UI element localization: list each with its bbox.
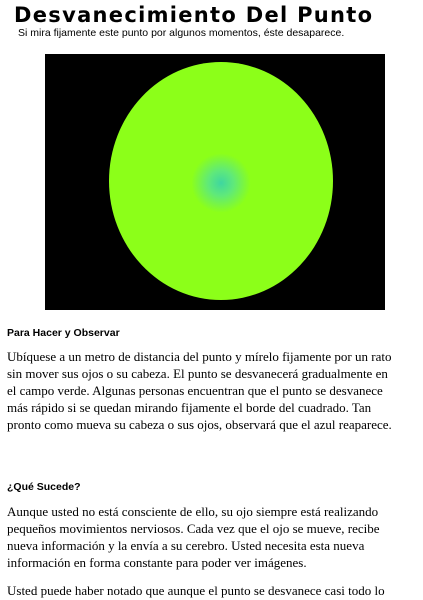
page-title: Desvanecimiento Del Punto: [14, 3, 374, 27]
text-line: Aunque usted no está consciente de ello, su ojo siempre está realizando: [7, 504, 379, 519]
section-body-para-hacer: [7, 348, 422, 433]
text-line: nueva información y la envía a su cerebro. Usted necesita esta nueva: [7, 538, 365, 553]
text-line: pequeños movimientos nerviosos. Cada vez que el ojo se mueve, recibe: [7, 521, 380, 536]
text-line: sin mover sus ojos o su cabeza. El punto se desvanecerá gradualmente en: [7, 366, 388, 381]
text-line: Usted puede haber notado que aunque el punto se desvanece casi todo lo: [7, 583, 385, 598]
green-circle: [109, 62, 333, 300]
text-line: Ubíquese a un metro de distancia del punto y mírelo fijamente por un rato: [7, 349, 392, 364]
blue-dot: [191, 153, 251, 213]
page-subtitle: Si mira fijamente este punto por algunos momentos, éste desaparece.: [18, 27, 345, 39]
section-body-que-sucede-2: [7, 582, 422, 599]
text-line: pronto como mueva su cabeza o sus ojos, observará que el azul reaparece.: [7, 417, 392, 432]
section-heading-para-hacer: Para Hacer y Observar: [7, 327, 120, 339]
section-heading-que-sucede: ¿Qué Sucede?: [7, 481, 81, 493]
text-line: más rápido si se quedan mirando fijamente el borde del cuadrado. Tan: [7, 400, 372, 415]
text-line: el campo verde. Algunas personas encuentran que el punto se desvanece: [7, 383, 383, 398]
illusion-image: [45, 54, 385, 310]
section-body-que-sucede: [7, 503, 422, 571]
text-line: información en forma constante para poder ver imágenes.: [7, 555, 307, 570]
